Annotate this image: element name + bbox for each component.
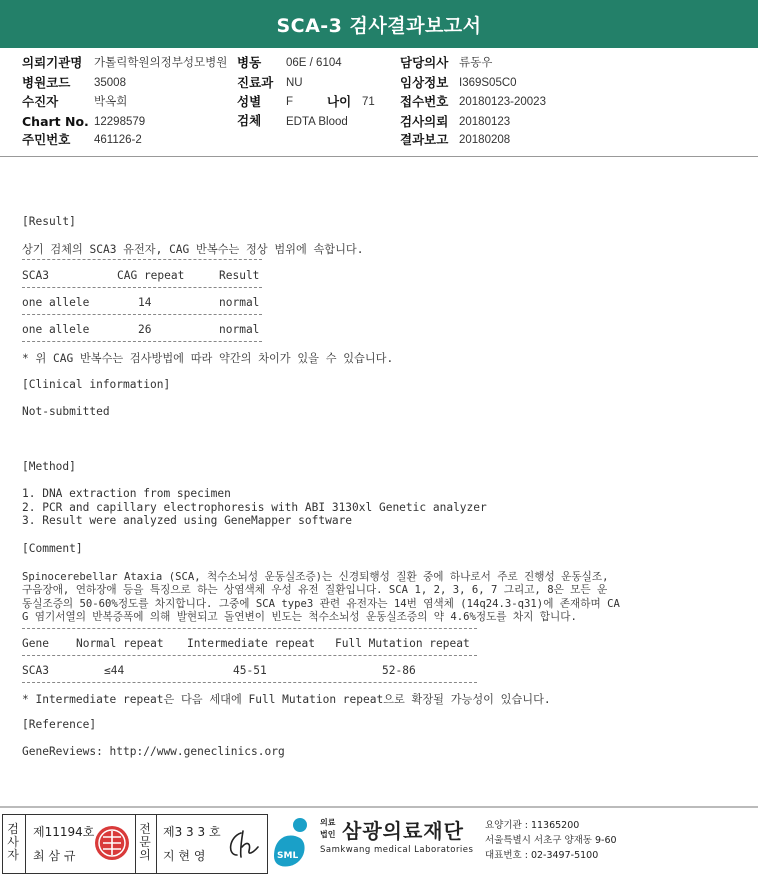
age-label: 나이: [327, 94, 352, 109]
hospital-label: 의뢰기관명: [22, 55, 83, 70]
sml-logo-icon: [270, 816, 314, 870]
divider: [22, 287, 262, 288]
department-label: 진료과: [237, 75, 274, 90]
comment-line: G 염기서열의 반복증폭에 의해 발현되고 돌연변이 빈도는 척수소뇌성 운동실조증의 약 4.6%정도를 차지 합니다.: [22, 611, 577, 623]
result-row-status: normal: [219, 296, 260, 309]
specimen-value: EDTA Blood: [286, 116, 348, 128]
divider: [156, 815, 157, 873]
method-item: 2. PCR and capillary electrophoresis with ABI 3130xl Genetic analyzer: [22, 501, 487, 514]
footer-separator: [0, 806, 758, 808]
result-header-gene: SCA3: [22, 269, 49, 282]
org-address: 서울특별시 서초구 양재동 9-60: [485, 835, 617, 846]
receipt-number-value: 20180123-20023: [459, 96, 546, 108]
org-prefix-bottom: 법인: [320, 830, 336, 839]
clinical-info-label: 임상정보: [400, 75, 449, 90]
clinical-info-value: I369S05C0: [459, 77, 517, 89]
chart-number-value: 12298579: [94, 116, 146, 128]
result-row-repeat: 26: [138, 323, 152, 336]
comment-header-intermediate: Intermediate repeat: [187, 637, 315, 650]
reference-text: GeneReviews: http://www.geneclinics.org: [22, 745, 285, 758]
hospital-value: 가톨릭학원의정부성모병원: [94, 57, 228, 69]
comment-line: 구음장애, 연하장애 등을 특징으로 하는 상염색체 우성 유전 질환입니다. SCA 1, 2, 3, 6, 7 그리고, 8은 모든 운: [22, 584, 608, 596]
request-date-value: 20180123: [459, 116, 511, 128]
divider: [22, 682, 477, 683]
comment-row-gene: SCA3: [22, 664, 49, 677]
divider: [22, 314, 262, 315]
resident-number-label: 주민번호: [22, 132, 71, 147]
result-row-allele: one allele: [22, 323, 90, 336]
comment-note: * Intermediate repeat은 다음 세대에 Full Mutation repeat으로 확장될 가능성이 있습니다.: [22, 693, 551, 706]
examiner-seal-icon: [93, 821, 131, 865]
reference-heading: [Reference]: [22, 718, 97, 731]
result-summary: 상기 검체의 SCA3 유전자, CAG 반복수는 정상 범위에 속합니다.: [22, 243, 364, 256]
department-value: NU: [286, 77, 303, 89]
signature-box: [2, 814, 268, 874]
patient-value: 박옥희: [94, 96, 128, 108]
method-heading: [Method]: [22, 460, 76, 473]
examiner-license: 제11194호: [33, 825, 95, 839]
age-value: 71: [362, 96, 375, 108]
examiner-vertical-label: 검사자: [7, 822, 19, 862]
comment-line: Spinocerebellar Ataxia (SCA, 척수소뇌성 운동실조증)는 신경퇴행성 질환 중에 하나로서 주로 진행성 운동실조,: [22, 571, 609, 583]
result-header-result: Result: [219, 269, 260, 282]
ward-label: 병동: [237, 55, 262, 70]
divider: [25, 815, 26, 873]
result-row-allele: one allele: [22, 296, 90, 309]
divider: [22, 628, 477, 629]
report-title-bar: [0, 0, 758, 48]
comment-line: 동실조증의 50-60%정도를 차지합니다. 그중에 SCA type3 관련 유전자는 14번 염색체 (14q24.3-q31)에 존재하며 CA: [22, 598, 620, 610]
hospital-code-label: 병원코드: [22, 75, 71, 90]
hospital-code-value: 35008: [94, 77, 126, 89]
request-date-label: 검사의뢰: [400, 114, 449, 129]
sml-logo-text: SML: [277, 851, 299, 861]
result-note: * 위 CAG 반복수는 검사방법에 따라 약간의 차이가 있을 수 있습니다.: [22, 352, 394, 365]
org-institution-code: 요양기관 : 11365200: [485, 820, 580, 831]
ward-value: 06E / 6104: [286, 57, 342, 69]
comment-header-normal: Normal repeat: [76, 637, 164, 650]
org-phone: 대표번호 : 02-3497-5100: [485, 850, 599, 861]
comment-row-intermediate: 45-51: [233, 664, 267, 677]
resident-number-value: 461126-2: [94, 134, 142, 146]
org-english-name: Samkwang medical Laboratories: [320, 845, 474, 855]
clinical-heading: [Clinical information]: [22, 378, 171, 391]
sex-value: F: [286, 96, 294, 108]
chart-number-label: Chart No.: [22, 114, 89, 129]
report-date-label: 결과보고: [400, 132, 449, 147]
comment-row-full: 52-86: [382, 664, 416, 677]
result-row-repeat: 14: [138, 296, 152, 309]
comment-row-normal: ≤44: [104, 664, 125, 677]
divider: [22, 655, 477, 656]
examiner-name: 최 삼 규: [33, 849, 76, 863]
result-row-status: normal: [219, 323, 260, 336]
comment-header-gene: Gene: [22, 637, 49, 650]
specialist-signature-icon: [225, 825, 263, 863]
org-prefix-top: 의료: [320, 818, 336, 827]
patient-info-panel: [0, 48, 758, 157]
doctor-value: 류동우: [459, 57, 493, 69]
comment-heading: [Comment]: [22, 542, 83, 555]
report-title: SCA-3 검사결과보고서: [276, 14, 482, 37]
method-item: 3. Result were analyzed using GeneMapper software: [22, 514, 353, 527]
specimen-label: 검체: [237, 113, 262, 128]
specialist-vertical-label: 전문의: [139, 822, 151, 862]
patient-label: 수진자: [22, 94, 59, 109]
result-heading: [Result]: [22, 215, 76, 228]
doctor-label: 담당의사: [400, 55, 449, 70]
specialist-license: 제3 3 3 호: [163, 825, 221, 839]
receipt-number-label: 접수번호: [400, 94, 449, 109]
divider: [135, 815, 136, 873]
result-header-cag: CAG repeat: [117, 269, 185, 282]
divider: [22, 259, 262, 260]
clinical-text: Not-submitted: [22, 405, 110, 418]
report-date-value: 20180208: [459, 134, 511, 146]
sex-label: 성별: [237, 94, 262, 109]
divider: [22, 341, 262, 342]
footer: [0, 812, 758, 878]
specialist-name: 지 현 영: [163, 849, 206, 863]
org-name: 삼광의료재단: [342, 819, 464, 843]
comment-header-full: Full Mutation repeat: [335, 637, 470, 650]
method-item: 1. DNA extraction from specimen: [22, 487, 231, 500]
